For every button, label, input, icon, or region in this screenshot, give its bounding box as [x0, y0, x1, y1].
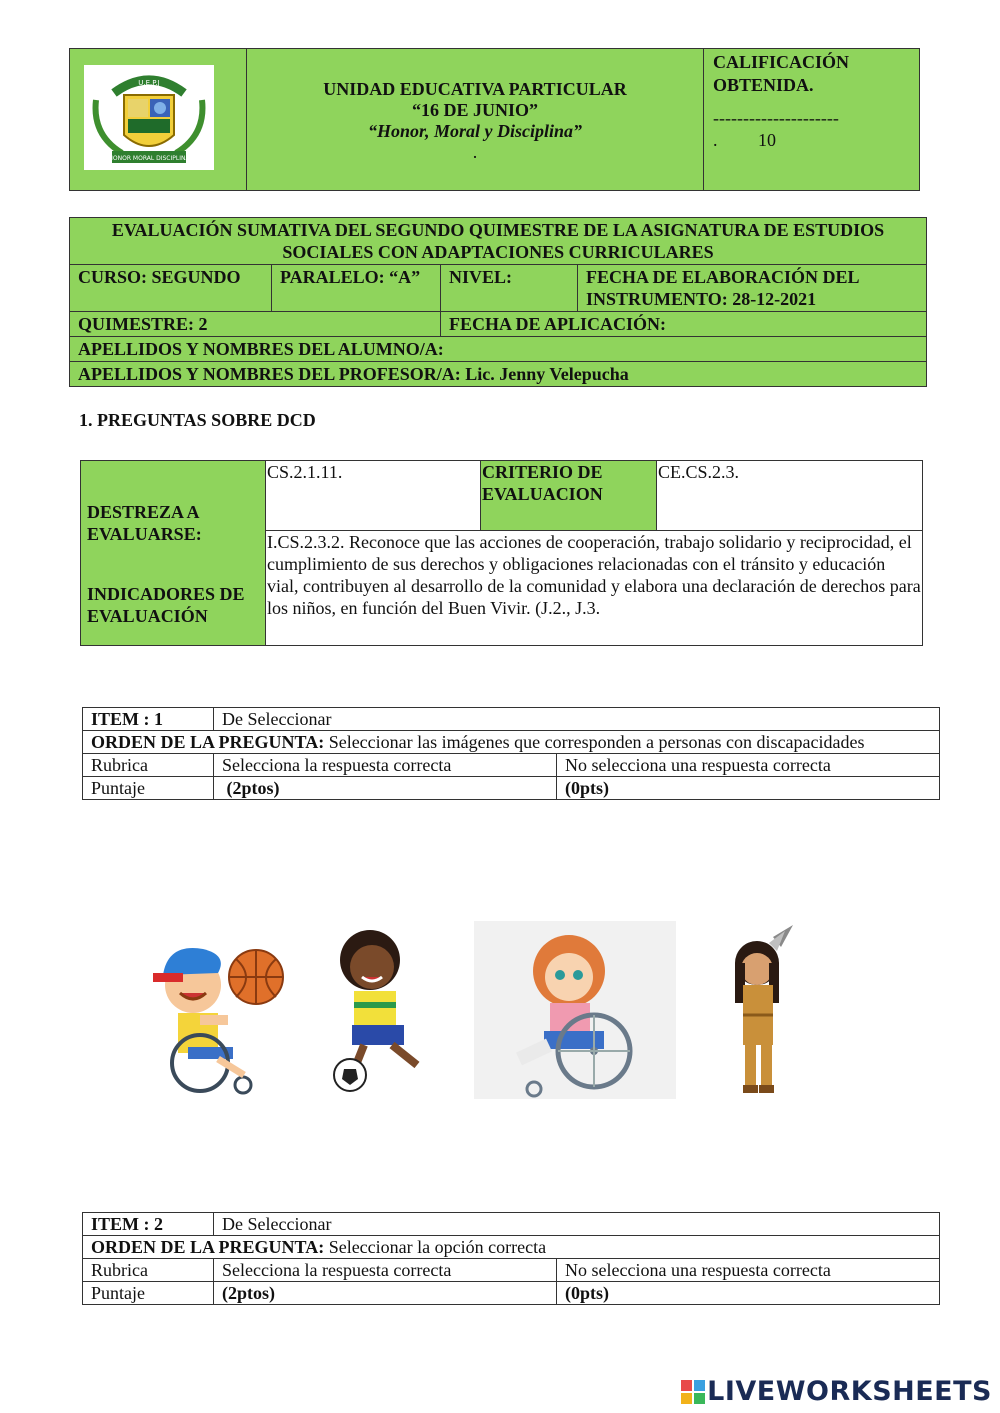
nivel-field: NIVEL:: [441, 265, 578, 312]
rubrica-incorrect: No selecciona una respuesta correcta: [557, 754, 940, 777]
item-order: [83, 731, 940, 754]
criterio-code: CE.CS.2.3.: [657, 461, 923, 531]
order-text: Seleccionar las imágenes que corresponden a personas con discapacidades: [324, 732, 865, 752]
item-order: [83, 1236, 940, 1259]
item-label: ITEM : 1: [83, 708, 214, 731]
boy-soccer-image[interactable]: [322, 925, 442, 1095]
grade-cell: [704, 49, 920, 191]
puntaje-correct: (2ptos): [214, 777, 557, 800]
order-text: Seleccionar la opción correcta: [324, 1237, 547, 1257]
svg-text:16 DE JUNIO: 16 DE JUNIO: [133, 88, 165, 95]
rubrica-correct: Selecciona la respuesta correcta: [214, 754, 557, 777]
school-info-cell: [247, 49, 704, 191]
paralelo-field: PARALELO: “A”: [272, 265, 441, 312]
evaluation-title: EVALUACIÓN SUMATIVA DEL SEGUNDO QUIMESTRE DE LA ASIGNATURA DE ESTUDIOS SOCIALES CON ADAPTACIONES CURRICULARES: [70, 218, 927, 265]
indicadores-label: INDICADORES DE EVALUACIÓN: [87, 584, 245, 626]
grade-dashes: ---------------------: [713, 108, 839, 128]
item-type: De Seleccionar: [214, 1213, 940, 1236]
alumno-field[interactable]: APELLIDOS Y NOMBRES DEL ALUMNO/A:: [70, 337, 927, 362]
watermark-text: LIVEWORKSHEETS: [707, 1376, 992, 1407]
liveworksheets-icon: [681, 1380, 705, 1404]
svg-text:HONOR MORAL DISCIPLINA: HONOR MORAL DISCIPLINA: [108, 154, 190, 162]
item-1-table: [82, 707, 940, 800]
grade-label-1: CALIFICACIÓN: [713, 52, 850, 72]
svg-text:U.E.P.J: U.E.P.J: [138, 78, 160, 87]
puntaje-label: Puntaje: [83, 777, 214, 800]
school-crest-logo: [84, 65, 214, 170]
rubrica-correct: Selecciona la respuesta correcta: [214, 1259, 557, 1282]
dcd-labels-cell: [81, 461, 266, 646]
crest-cell: [70, 49, 247, 191]
header-dot: .: [472, 141, 478, 162]
girl-wheelchair-image[interactable]: [474, 921, 676, 1099]
order-label: ORDEN DE LA PREGUNTA:: [91, 1237, 325, 1257]
evaluation-info-table: [69, 217, 927, 387]
puntaje-incorrect: (0pts): [557, 1282, 940, 1305]
fecha-elaboracion-field: FECHA DE ELABORACIÓN DEL INSTRUMENTO: 28-12-2021: [578, 265, 927, 312]
school-date-name: “16 DE JUNIO”: [411, 99, 538, 120]
item-label: ITEM : 2: [83, 1213, 214, 1236]
header-table: [69, 48, 920, 191]
rubrica-label: Rubrica: [83, 754, 214, 777]
profesor-field: APELLIDOS Y NOMBRES DEL PROFESOR/A: Lic. Jenny Velepucha: [70, 362, 927, 387]
school-name: UNIDAD EDUCATIVA PARTICULAR: [323, 78, 627, 99]
indicadores-text: I.CS.2.3.2. Reconoce que las acciones de cooperación, trabajo solidario y reciprocidad, el cumplimiento de sus derechos y obligaciones relacionadas con el tránsito y educación vial, contribuyen al desarrollo de la comunidad y elabora una declaración de derechos para los niños, en función del Buen Vivir. (J.2., J.3.: [266, 531, 923, 646]
school-motto: “Honor, Moral y Disciplina”: [367, 120, 583, 141]
dcd-table: [80, 460, 923, 646]
destreza-label: DESTREZA A EVALUARSE:: [87, 502, 202, 544]
destreza-code: CS.2.1.11.: [266, 461, 481, 531]
grade-value: . 10: [713, 130, 776, 150]
item-type: De Seleccionar: [214, 708, 940, 731]
order-label: ORDEN DE LA PREGUNTA:: [91, 732, 325, 752]
puntaje-correct: (2ptos): [214, 1282, 557, 1305]
curso-field: CURSO: SEGUNDO: [70, 265, 272, 312]
quimestre-field: QUIMESTRE: 2: [70, 312, 441, 337]
liveworksheets-watermark: [681, 1376, 992, 1407]
indigenous-child-image[interactable]: [715, 925, 805, 1100]
item-2-table: [82, 1212, 940, 1305]
fecha-aplicacion-field: FECHA DE APLICACIÓN:: [441, 312, 927, 337]
rubrica-incorrect: No selecciona una respuesta correcta: [557, 1259, 940, 1282]
puntaje-incorrect: (0pts): [557, 777, 940, 800]
rubrica-label: Rubrica: [83, 1259, 214, 1282]
puntaje-label: Puntaje: [83, 1282, 214, 1305]
boy-wheelchair-basketball-image[interactable]: [148, 935, 288, 1100]
section-heading: 1. PREGUNTAS SOBRE DCD: [79, 410, 316, 430]
criterio-label: CRITERIO DE EVALUACION: [481, 461, 657, 531]
grade-label-2: OBTENIDA.: [713, 75, 814, 95]
